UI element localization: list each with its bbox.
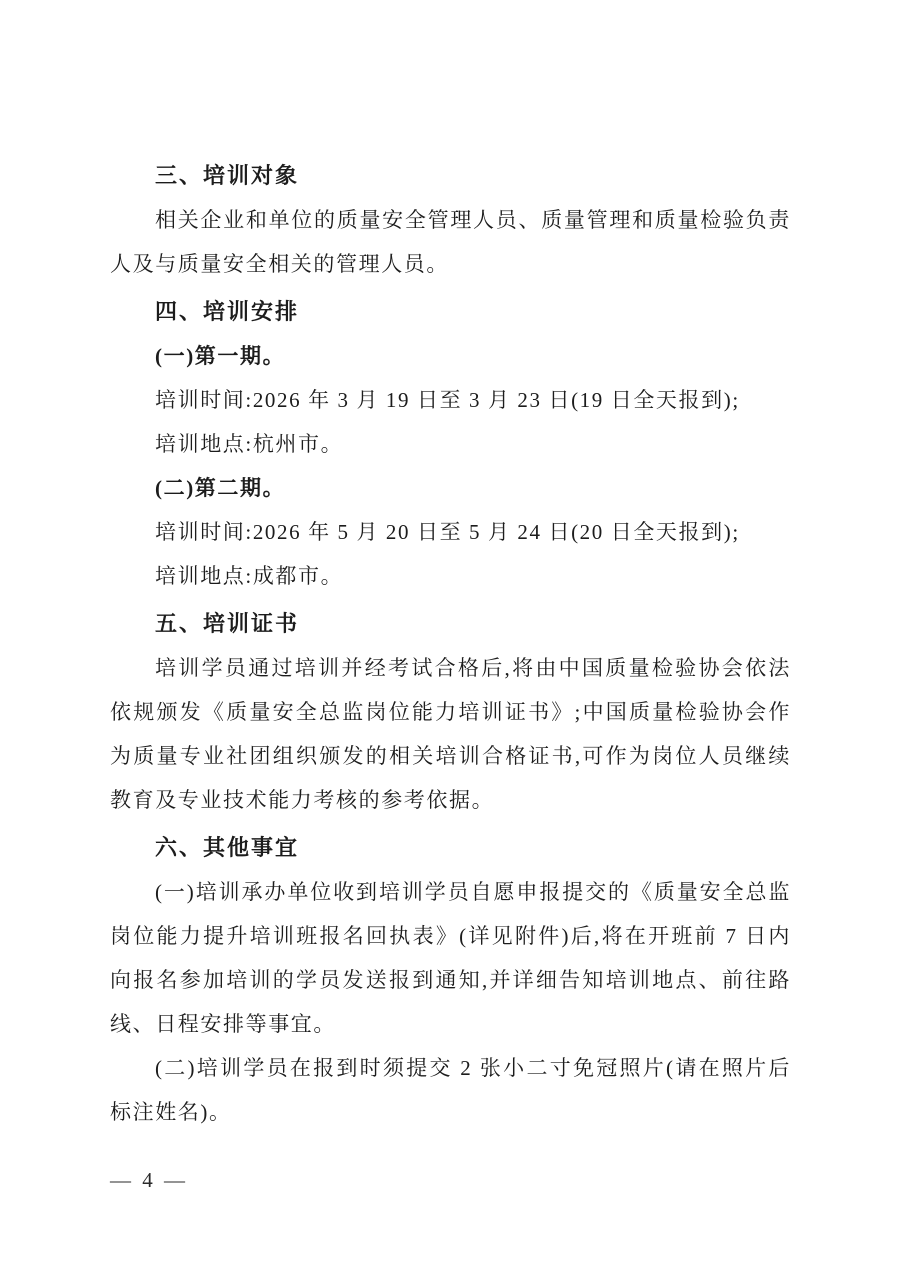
- section-heading-other-matters: 六、其他事宜: [155, 835, 300, 860]
- section-paragraph-training-certificate: 培训学员通过培训并经考试合格后,将由中国质量检验协会依法依规颁发《质量安全总监岗位能力培训证书》;中国质量检验协会作为质量专业社团组织颁发的相关培训合格证书,可作为岗位人员继续教育及专业技术能力考核的参考依据。: [110, 656, 791, 812]
- session2-title: (二)第二期。: [155, 476, 286, 500]
- section-heading-training-schedule: 四、培训安排: [155, 299, 300, 324]
- session1-title: (一)第一期。: [155, 344, 286, 368]
- session2-time: 培训时间:2026 年 5 月 20 日至 5 月 24 日(20 日全天报到);: [155, 520, 740, 544]
- page-number: — 4 —: [110, 1168, 188, 1192]
- section-paragraph-training-target: 相关企业和单位的质量安全管理人员、质量管理和质量检验负责人及与质量安全相关的管理人员。: [110, 208, 791, 276]
- document-body: [110, 150, 791, 1134]
- section-heading-training-certificate: 五、培训证书: [155, 611, 300, 636]
- other-matters-item-1: (一)培训承办单位收到培训学员自愿申报提交的《质量安全总监岗位能力提升培训班报名回执表》(详见附件)后,将在开班前 7 日内向报名参加培训的学员发送报到通知,并详细告知培训地点、前往路线、日程安排等事宜。: [110, 880, 791, 1036]
- other-matters-item-2: (二)培训学员在报到时须提交 2 张小二寸免冠照片(请在照片后标注姓名)。: [110, 1056, 791, 1124]
- section-heading-training-target: 三、培训对象: [155, 163, 300, 188]
- session1-time: 培训时间:2026 年 3 月 19 日至 3 月 23 日(19 日全天报到);: [155, 388, 740, 412]
- session1-place: 培训地点:杭州市。: [155, 432, 344, 456]
- session2-place: 培训地点:成都市。: [155, 564, 344, 588]
